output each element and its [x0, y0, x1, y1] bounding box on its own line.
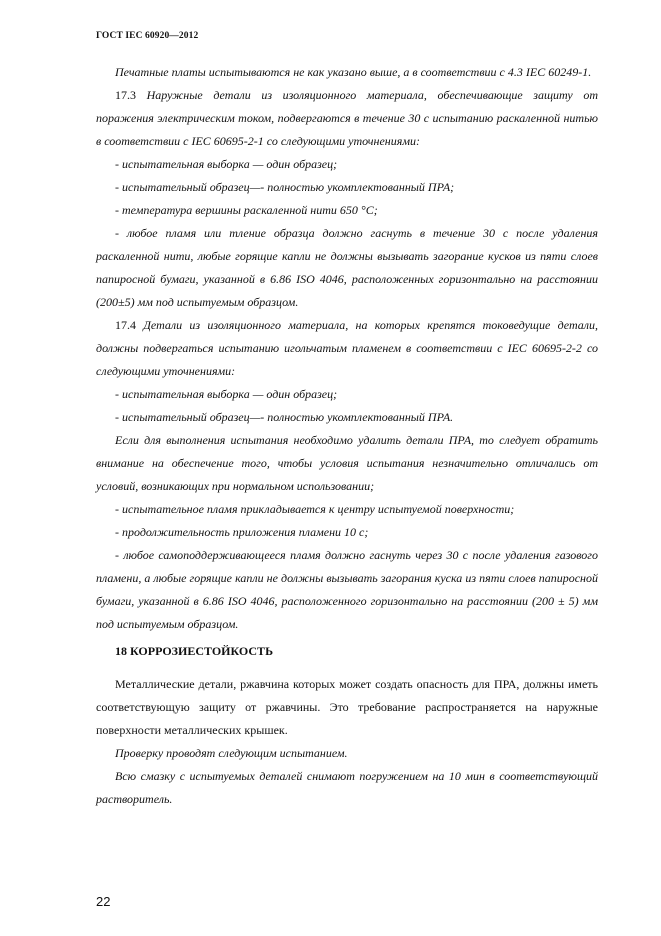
list-item: - испытательная выборка — один образец;: [115, 387, 338, 401]
paragraph-removal-note: Если для выполнения испытания необходимо удалить детали ПРА, то следует обратить внимание на обеспечение того, чтобы условия испытания незначительно отличались от условий, возникающих при нормальном использовании;: [96, 433, 598, 493]
list-item: - температура вершины раскаленной нити 650 °С;: [115, 203, 378, 217]
section-18-heading: 18 КОРРОЗИЕСТОЙКОСТЬ: [115, 644, 273, 658]
list-item: - испытательная выборка — один образец;: [115, 157, 338, 171]
section-18-test-intro: Проверку проводят следующим испытанием.: [115, 746, 348, 760]
list-item: - любое самоподдерживающееся пламя должно гаснуть через 30 с после удаления газового пламени, а любые горящие капли не должны вызывать загорания куска из пяти слоев папиросной бумаги, указанной в 6.86 ISO 4046, расположенного горизонтально на расстоянии (200 ± 5) мм под испытуемым образцом.: [96, 548, 598, 631]
page-number: 22: [96, 894, 111, 909]
clause-17-3-text: Наружные детали из изоляционного материала, обеспечивающие защиту от поражения электрическим током, подвергаются в течение 30 с испытанию раскаленной нитью в соответствии с IEC 60695-2-1 со следующими уточнениями:: [96, 88, 599, 148]
clause-number-17-3: 17.3: [115, 88, 136, 102]
clause-17-4-text: Детали из изоляционного материала, на которых крепятся токоведущие детали, должны подвергаться испытанию игольчатым пламенем в соответствии с IEC 60695-2-2 со следующими уточнениями:: [96, 318, 598, 378]
list-item: - испытательный образец—- полностью укомплектованный ПРА;: [115, 180, 455, 194]
clause-number-17-4: 17.4: [115, 318, 136, 332]
list-item: - любое пламя или тление образца должно гаснуть в течение 30 с после удаления раскаленной нити, любые горящие капли не должны вызывать загорание кусков из пяти слоев папиросной бумаги, указанной в 6.86 ISO 4046, расположенных горизонтально на расстоянии (200±5) мм под испытуемым образцом.: [96, 226, 598, 309]
section-18-degrease-step: Всю смазку с испытуемых деталей снимают погружением на 10 мин в соответствующий растворитель.: [96, 769, 598, 806]
list-item: - испытательный образец—- полностью укомплектованный ПРА.: [115, 410, 454, 424]
clause-17-3: [96, 84, 598, 153]
section-18-paragraph: Металлические детали, ржавчина которых может создать опасность для ПРА, должны иметь соответствующую защиту от ржавчины. Это требование распространяется на наружные поверхности металлических крышек.: [96, 677, 598, 737]
clause-17-4: [96, 314, 598, 383]
document-code-header: ГОСТ IEC 60920—2012: [96, 31, 199, 41]
list-item: - испытательное пламя прикладывается к центру испытуемой поверхности;: [115, 502, 515, 516]
paragraph-printed-boards: Печатные платы испытываются не как указано выше, а в соответствии с 4.3 IEC 60249-1.: [115, 65, 592, 79]
page-body: [96, 61, 598, 811]
list-item: - продолжительность приложения пламени 10 с;: [115, 525, 369, 539]
